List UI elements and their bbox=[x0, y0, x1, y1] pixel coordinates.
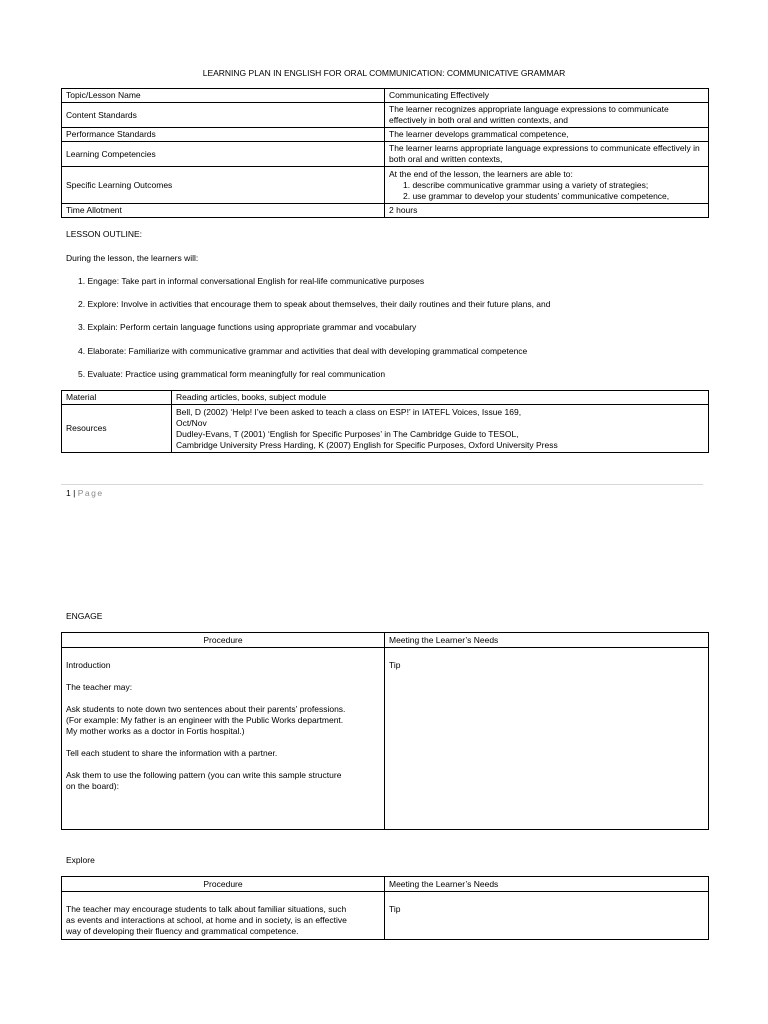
explore-table bbox=[61, 876, 709, 940]
page-footer bbox=[66, 488, 104, 498]
lesson-outline-heading: LESSON OUTLINE: bbox=[66, 229, 143, 239]
explore-line: The teacher may encourage students to talk about familiar situations, such bbox=[66, 904, 347, 914]
needs-cell bbox=[385, 892, 709, 940]
engage-heading: ENGAGE bbox=[66, 611, 103, 621]
procedure-cell bbox=[62, 892, 385, 940]
tell-text: Tell each student to share the information with a partner. bbox=[66, 748, 278, 758]
pattern-line: Ask them to use the following pattern (you can write this sample structure bbox=[66, 770, 342, 780]
page-number: 1 bbox=[66, 488, 71, 498]
procedure-header: Procedure bbox=[62, 877, 385, 892]
table-header-row bbox=[62, 877, 709, 892]
ask-line: Ask students to note down two sentences about their parents’ professions. bbox=[66, 704, 346, 714]
page-word: Page bbox=[77, 488, 104, 498]
material-label: Material bbox=[62, 391, 172, 405]
outline-item: 1. Engage: Take part in informal conversational English for real-life communicative purposes bbox=[78, 276, 425, 286]
page-divider bbox=[61, 484, 703, 485]
procedure-header: Procedure bbox=[62, 633, 385, 648]
row-value: 2 hours bbox=[385, 204, 709, 218]
row-value bbox=[385, 167, 709, 204]
material-value: Reading articles, books, subject module bbox=[172, 391, 709, 405]
page-separator: | bbox=[73, 488, 76, 498]
resource-line: Dudley-Evans, T (2001) ‘English for Specific Purposes’ in The Cambridge Guide to TESOL, bbox=[176, 428, 519, 439]
resource-line: Bell, D (2002) ‘Help! I’ve been asked to teach a class on ESP!’ in IATEFL Voices, Issue 169, bbox=[176, 406, 522, 417]
explore-line: way of developing their fluency and grammatical competence. bbox=[66, 926, 299, 936]
resources-label: Resources bbox=[62, 405, 172, 453]
introduction-label: Introduction bbox=[66, 660, 111, 670]
lesson-outline-intro: During the lesson, the learners will: bbox=[66, 253, 199, 263]
table-row bbox=[62, 167, 709, 204]
outcome-item: 2. use grammar to develop your students’ communicative competence, bbox=[403, 190, 670, 201]
tip-label: Tip bbox=[389, 660, 401, 670]
table-row bbox=[62, 405, 709, 453]
table-row bbox=[62, 142, 709, 167]
outline-item: 2. Explore: Involve in activities that encourage them to speak about themselves, their daily routines and their future plans, and bbox=[78, 299, 551, 309]
row-label: Learning Competencies bbox=[62, 142, 385, 167]
table-row bbox=[62, 89, 709, 103]
ask-line: My mother works as a doctor in Fortis hospital.) bbox=[66, 726, 245, 736]
table-row bbox=[62, 892, 709, 940]
ask-line: (For example: My father is an engineer with the Public Works department. bbox=[66, 715, 344, 725]
table-row bbox=[62, 391, 709, 405]
tip-label: Tip bbox=[389, 904, 401, 914]
table-row bbox=[62, 204, 709, 218]
resources-value bbox=[172, 405, 709, 453]
table-row bbox=[62, 648, 709, 830]
materials-table bbox=[61, 390, 709, 453]
row-value: The learner develops grammatical competence, bbox=[385, 128, 709, 142]
table-row bbox=[62, 128, 709, 142]
row-label: Time Allotment bbox=[62, 204, 385, 218]
row-label: Specific Learning Outcomes bbox=[62, 167, 385, 204]
outcome-item: 1. describe communicative grammar using a variety of strategies; bbox=[403, 179, 649, 190]
engage-table bbox=[61, 632, 709, 830]
pattern-line: on the board): bbox=[66, 781, 119, 791]
table-row bbox=[62, 103, 709, 128]
needs-header: Meeting the Learner’s Needs bbox=[385, 877, 709, 892]
needs-header: Meeting the Learner’s Needs bbox=[385, 633, 709, 648]
resource-line: Oct/Nov bbox=[176, 417, 207, 428]
table-header-row bbox=[62, 633, 709, 648]
resource-line: Cambridge University Press Harding, K (2007) English for Specific Purposes, Oxford University Press bbox=[176, 439, 558, 450]
row-label: Performance Standards bbox=[62, 128, 385, 142]
document-title: LEARNING PLAN IN ENGLISH FOR ORAL COMMUNICATION: COMMUNICATIVE GRAMMAR bbox=[202, 68, 566, 78]
row-label: Content Standards bbox=[62, 103, 385, 128]
explore-heading: Explore bbox=[66, 855, 95, 865]
outline-item: 4. Elaborate: Familiarize with communicative grammar and activities that deal with developing grammatical competence bbox=[78, 346, 528, 356]
row-value: The learner recognizes appropriate language expressions to communicate effectively in both oral and written contexts, and bbox=[385, 103, 709, 128]
row-value: The learner learns appropriate language expressions to communicate effectively in both oral and written contexts, bbox=[385, 142, 709, 167]
procedure-cell bbox=[62, 648, 385, 830]
plan-table bbox=[61, 88, 709, 218]
outline-item: 5. Evaluate: Practice using grammatical form meaningfully for real communication bbox=[78, 369, 386, 379]
row-value: Communicating Effectively bbox=[385, 89, 709, 103]
explore-line: as events and interactions at school, at home and in society, is an effective bbox=[66, 915, 347, 925]
needs-cell bbox=[385, 648, 709, 830]
teacher-may-text: The teacher may: bbox=[66, 682, 133, 692]
outline-item: 3. Explain: Perform certain language functions using appropriate grammar and vocabulary bbox=[78, 322, 417, 332]
outcomes-intro: At the end of the lesson, the learners are able to: bbox=[389, 168, 573, 179]
row-label: Topic/Lesson Name bbox=[62, 89, 385, 103]
